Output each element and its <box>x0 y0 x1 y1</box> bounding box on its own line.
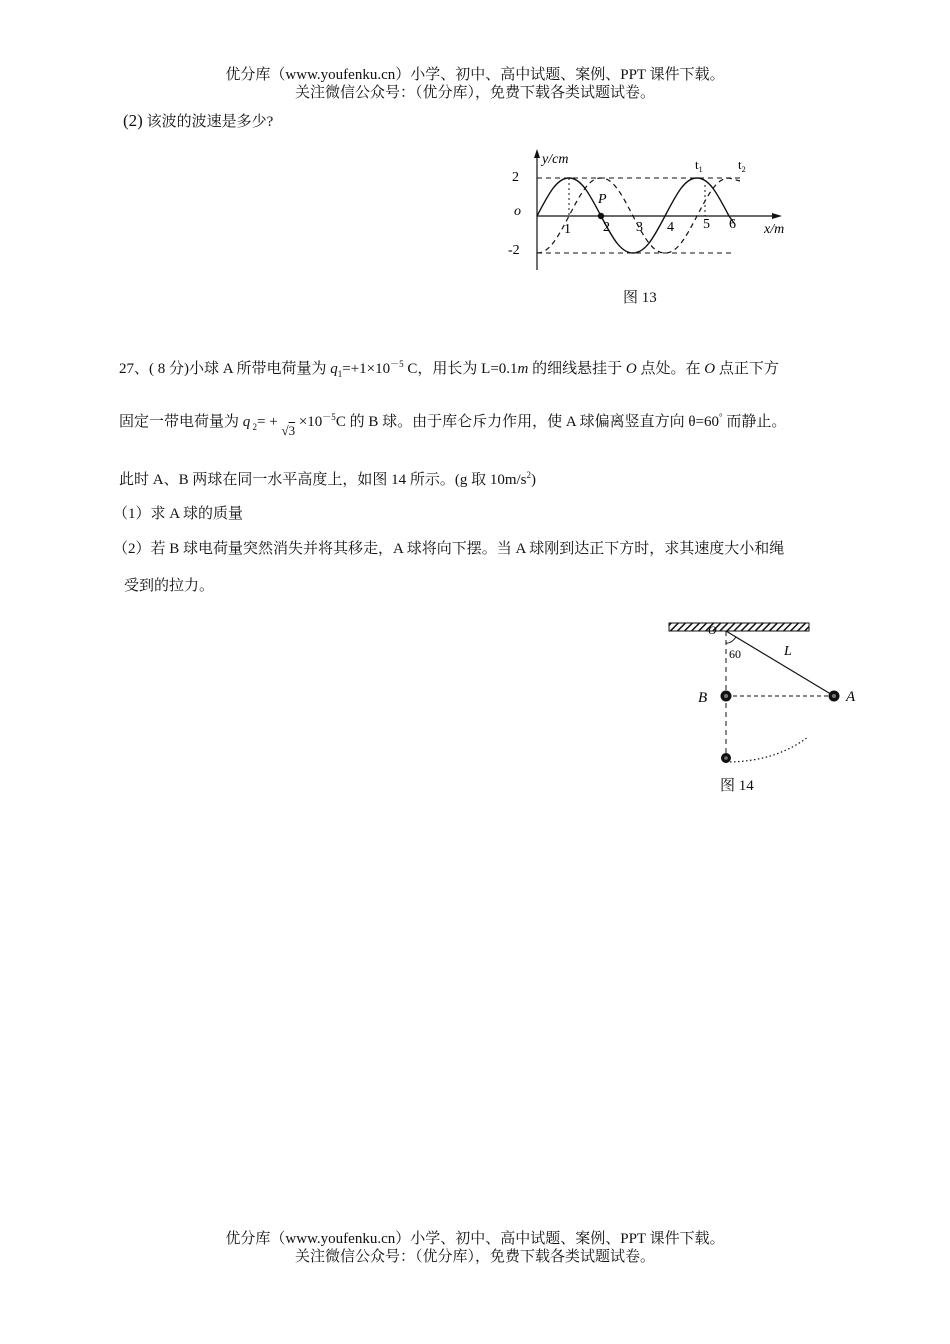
question-27-sub-2-line-2: 受到的拉力。 <box>124 578 215 594</box>
question-26-part-2 <box>123 110 273 131</box>
x-tick-4: 4 <box>667 220 674 235</box>
y-tick-negative: -2 <box>508 243 520 258</box>
x-axis-label: x/m <box>764 222 785 237</box>
part-text: 该波的波速是多少? <box>146 114 274 130</box>
figure-13-caption: 图 13 <box>623 290 657 306</box>
question-27-line-3: 此时 A、B 两球在同一水平高度上，如图 14 所示。(g 取 $10m/s^2$) <box>119 470 537 488</box>
origin-label: o <box>514 204 521 219</box>
x-tick-2: 2 <box>603 220 610 235</box>
point-p <box>598 213 604 219</box>
y-tick-positive: 2 <box>512 170 519 185</box>
y-axis-arrow <box>534 149 540 158</box>
t1-label: $t_1$ <box>695 157 703 174</box>
x-tick-5: 5 <box>703 217 710 232</box>
label-l: L <box>784 644 792 659</box>
question-27-sub-2-line-1: （2）若 B 球电荷量突然消失并将其移走，A 球将向下摆。当 A 球刚到达正下方时，求其速度大小和绳 <box>113 541 785 557</box>
label-a: A <box>846 689 856 705</box>
point-p-label: P <box>598 192 607 207</box>
footer-line-1: 优分库（www.youfenku.cn）小学、初中、高中试题、案例、PPT 课件下载。 <box>225 1231 725 1247</box>
part-number: (2) <box>123 111 143 130</box>
question-27-sub-1: （1）求 A 球的质量 <box>113 506 244 522</box>
ceiling <box>669 623 809 631</box>
x-axis-arrow <box>772 213 782 219</box>
header-line-2: 关注微信公众号：（优分库），免费下载各类试题试卷。 <box>294 85 655 101</box>
label-b: B <box>698 690 708 706</box>
figure-14-caption: 图 14 <box>720 778 754 794</box>
string-l <box>726 631 834 696</box>
figure-14-pendulum-diagram <box>660 612 880 772</box>
x-tick-3: 3 <box>636 220 643 235</box>
x-tick-1: 1 <box>564 222 571 237</box>
y-axis-label: y/cm <box>542 152 569 167</box>
x-tick-6: 6 <box>729 217 736 232</box>
question-27-line-1: 27、( 8 分)小球 A 所带电荷量为 $q_1=+1\times 10^{-5}$ C，用长为 L=0.1m 的细线悬挂于 O 点处。在 O 点正下方 <box>119 359 779 379</box>
t2-label: $t_2$ <box>738 157 746 174</box>
angle-arc <box>726 637 736 643</box>
label-angle: 60 <box>729 647 741 661</box>
header-line-1: 优分库（www.youfenku.cn）小学、初中、高中试题、案例、PPT 课件下载。 <box>225 67 725 83</box>
label-o: O <box>708 623 717 637</box>
sqrt-3: √3 <box>281 423 296 438</box>
footer-line-2: 关注微信公众号：（优分库），免费下载各类试题试卷。 <box>294 1249 655 1265</box>
swing-path <box>726 737 808 762</box>
question-27-line-2: 固定一带电荷量为 q $_2= + √3 \times 10^{-5}C$ 的 B 球。由于库仑斥力作用，使 A 球偏离竖直方向 θ=60° 而静止。 <box>119 412 787 438</box>
